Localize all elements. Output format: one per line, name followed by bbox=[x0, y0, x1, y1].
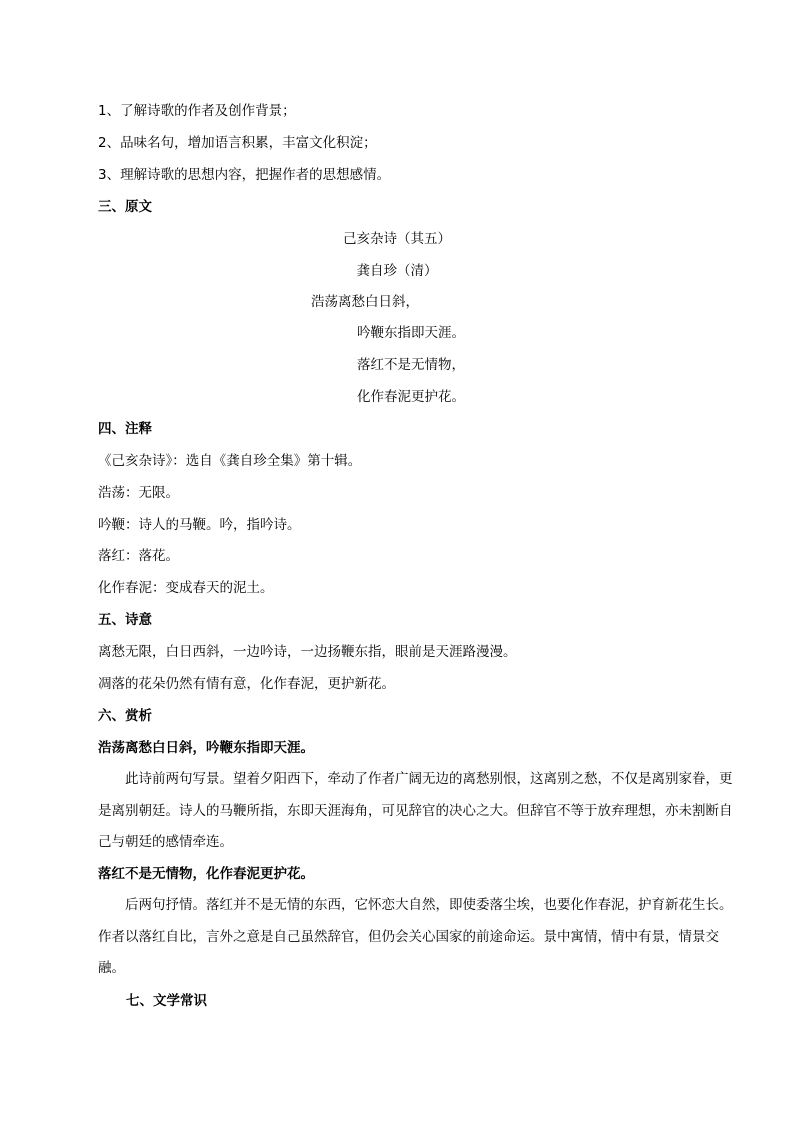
meaning-2: 凋落的花朵仍然有情有意，化作春泥，更护新花。 bbox=[98, 676, 395, 692]
appreciation-paragraph-2: 后两句抒情。落红并不是无情的东西，它怀恋大自然，即使委落尘埃，也要化作春泥，护育新花生长。作者以落红自比，言外之意是自己虽然辞官，但仍会关心国家的前途命运。景中寓情，情中有景，情景交融。 bbox=[98, 897, 733, 976]
heading-original: 三、原文 bbox=[98, 199, 152, 215]
note-3: 吟鞭：诗人的马鞭。吟，指吟诗。 bbox=[98, 517, 301, 533]
heading-notes: 四、注释 bbox=[98, 421, 152, 437]
poem-line-4: 化作春泥更护花。 bbox=[357, 389, 465, 405]
note-4: 落红：落花。 bbox=[98, 548, 179, 564]
note-1: 《己亥杂诗》：选自《龚自珍全集》第十辑。 bbox=[98, 453, 362, 469]
poem-title: 己亥杂诗（其五） bbox=[343, 231, 451, 247]
heading-meaning: 五、诗意 bbox=[98, 612, 152, 628]
appreciation-couplet-1: 浩荡离愁白日斜，吟鞭东指即天涯。 bbox=[98, 740, 314, 756]
objective-3: 3、理解诗歌的思想内容，把握作者的思想感情。 bbox=[98, 167, 391, 183]
appreciation-couplet-2: 落红不是无情物，化作春泥更护花。 bbox=[98, 866, 314, 882]
poem-line-2: 吟鞭东指即天涯。 bbox=[357, 325, 465, 341]
meaning-1: 离愁无限，白日西斜，一边吟诗，一边扬鞭东指，眼前是天涯路漫漫。 bbox=[98, 644, 517, 660]
note-5: 化作春泥：变成春天的泥土。 bbox=[98, 580, 274, 596]
poem-line-1: 浩荡离愁白日斜， bbox=[311, 294, 419, 310]
objective-1: 1、了解诗歌的作者及创作背景； bbox=[98, 103, 296, 119]
poem-line-3: 落红不是无情物， bbox=[357, 357, 465, 373]
appreciation-paragraph-1: 此诗前两句写景。望着夕阳西下，牵动了作者广阔无边的离愁别恨，这离别之愁，不仅是离别家眷，更是离别朝廷。诗人的马鞭所指，东即天涯海角，可见辞官的决心之大。但辞官不等于放弃理想，亦未割断自己与朝廷的感情牵连。 bbox=[98, 771, 733, 850]
heading-literature: 七、文学常识 bbox=[126, 993, 207, 1009]
heading-appreciation: 六、赏析 bbox=[98, 708, 152, 724]
objective-2: 2、品味名句，增加语言积累，丰富文化积淀； bbox=[98, 135, 377, 151]
note-2: 浩荡：无限。 bbox=[98, 485, 179, 501]
poem-author: 龚自珍（清） bbox=[356, 263, 438, 279]
